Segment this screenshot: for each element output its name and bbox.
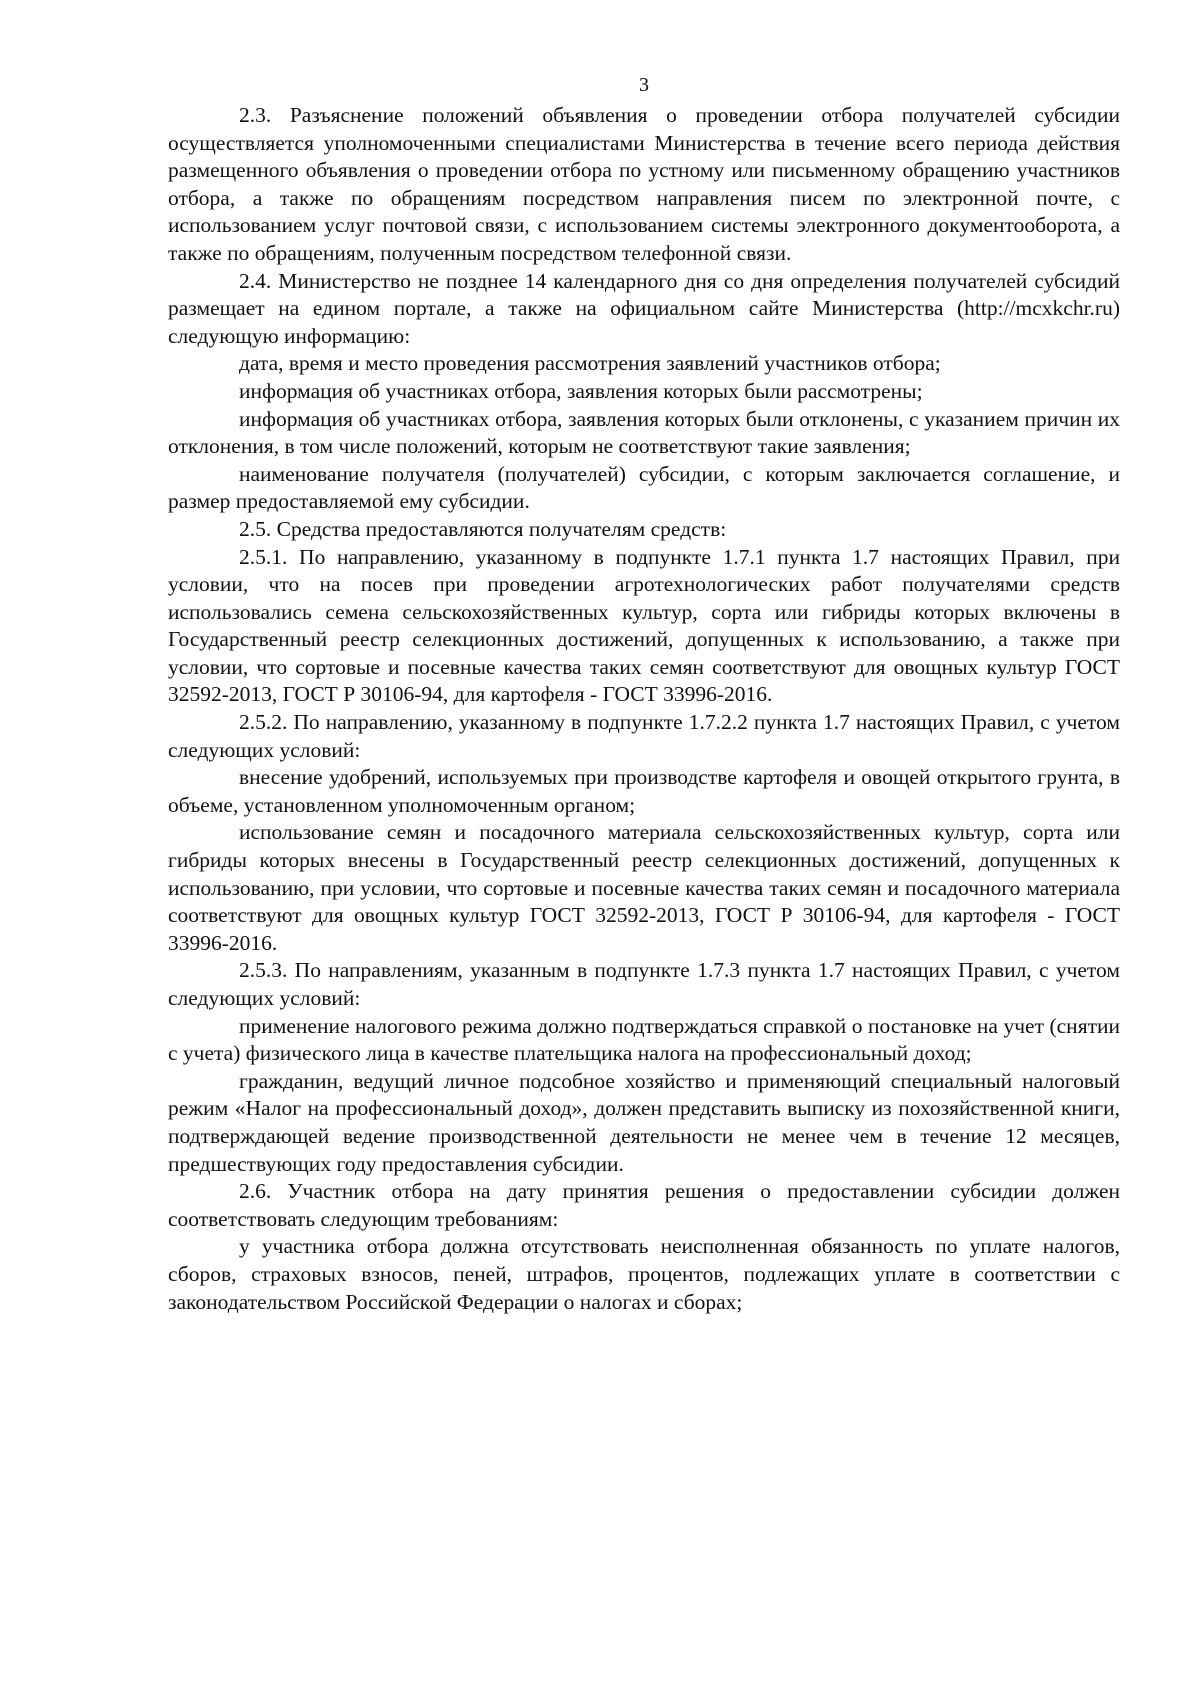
paragraph-2-4: 2.4. Министерство не позднее 14 календарного дня со дня определения получателей субсидий размещает на едином портале, а также на официальном сайте Министерства (http://mcxkchr.ru) следующую информацию: <box>168 268 1120 348</box>
paragraph-2-5-3-item-2: гражданин, ведущий личное подсобное хозяйство и применяющий специальный налоговый режим «Налог на профессиональный доход», должен представить выписку из похозяйственной книги, подтверждающей ведение производственной деятельности не менее чем в течение 12 месяцев, предшествующих году предоставления субсидии. <box>168 1068 1120 1176</box>
paragraph-2-6: 2.6. Участник отбора на дату принятия решения о предоставлении субсидии должен соответствовать следующим требованиям: <box>168 1179 1120 1231</box>
paragraph-2-4-item-3: информация об участниках отбора, заявления которых были отклонены, с указанием причин их отклонения, в том числе положений, которым не соответствуют такие заявления; <box>168 406 1120 459</box>
paragraph-2-5-3: 2.5.3. По направлениям, указанным в подпункте 1.7.3 пункта 1.7 настоящих Правил, с учетом следующих условий: <box>168 958 1120 1010</box>
document-page <box>168 70 1120 1316</box>
paragraph-2-4-item-1: дата, время и место проведения рассмотрения заявлений участников отбора; <box>239 351 941 376</box>
paragraph-2-6-item-1: у участника отбора должна отсутствовать неисполненная обязанность по уплате налогов, сборов, страховых взносов, пеней, штрафов, процентов, подлежащих уплате в соответствии с законодательством Российской Федерации о налогах и сборах; <box>168 1234 1120 1314</box>
paragraph-2-5: 2.5. Средства предоставляются получателям средств: <box>239 516 727 541</box>
paragraph-2-5-2-item-2: использование семян и посадочного материала сельскохозяйственных культур, сорта или гибриды которых внесены в Государственный реестр селекционных достижений, допущенных к использованию, при условии, что сортовые и посевные качества таких семян и посадочного материала соответствуют для овощных культур ГОСТ 32592-2013, ГОСТ Р 30106-94, для картофеля - ГОСТ 33996-2016. <box>168 820 1120 955</box>
paragraph-2-5-2: 2.5.2. По направлению, указанному в подпункте 1.7.2.2 пункта 1.7 настоящих Правил, с учетом следующих условий: <box>168 710 1120 762</box>
paragraph-2-4-item-4: наименование получателя (получателей) субсидии, с которым заключается соглашение, и размер предоставляемой ему субсидии. <box>168 461 1120 514</box>
paragraph-2-4-item-2: информация об участниках отбора, заявления которых были рассмотрены; <box>239 378 923 403</box>
paragraph-2-5-1: 2.5.1. По направлению, указанному в подпункте 1.7.1 пункта 1.7 настоящих Правил, при условии, что на посев при проведении агротехнологических работ получателями средств использовались семена сельскохозяйственных культур, сорта или гибриды которых включены в Государственный реестр селекционных достижений, допущенных к использованию, а также при условии, что сортовые и посевные качества таких семян соответствуют для овощных культур ГОСТ 32592-2013, ГОСТ Р 30106-94, для картофеля - ГОСТ 33996-2016. <box>168 544 1120 707</box>
paragraph-2-5-3-item-1: применение налогового режима должно подтверждаться справкой о постановке на учет (снятии с учета) физического лица в качестве плательщика налога на профессиональный доход; <box>168 1013 1120 1066</box>
page-number: 3 <box>639 74 649 96</box>
paragraph-2-5-2-item-1: внесение удобрений, используемых при производстве картофеля и овощей открытого грунта, в объеме, установленном уполномоченным органом; <box>168 765 1120 817</box>
paragraph-2-3: 2.3. Разъяснение положений объявления о проведении отбора получателей субсидии осуществляется уполномоченными специалистами Министерства в течение всего периода действия размещенного объявления о проведении отбора по устному или письменному обращению участников отбора, а также по обращениям посредством направления писем по электронной почте, с использованием услуг почтовой связи, с использованием системы электронного документооборота, а также по обращениям, полученным посредством телефонной связи. <box>168 103 1120 265</box>
